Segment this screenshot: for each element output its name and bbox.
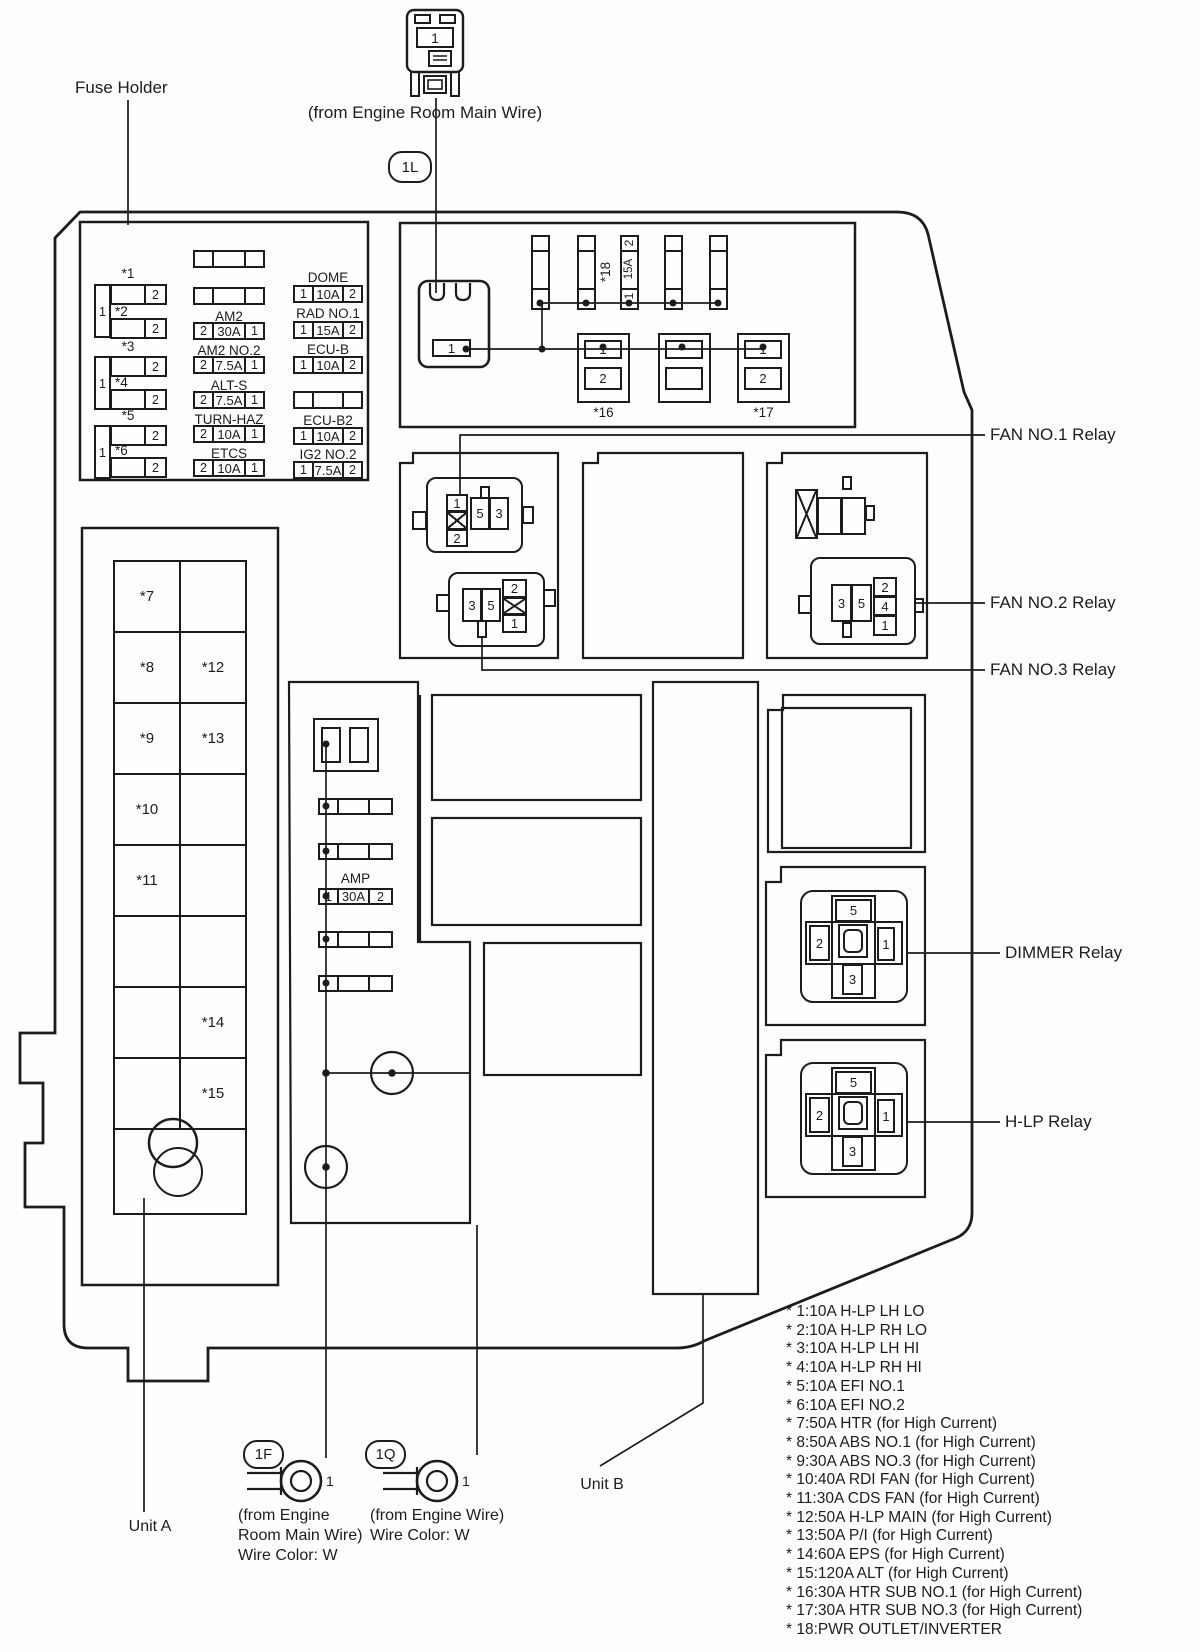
- table-row: *10: [115, 775, 245, 846]
- junction-dots: [322, 300, 766, 1171]
- fan3-pin5: 5: [481, 588, 501, 622]
- amp-fuse-blank: [318, 931, 393, 948]
- legend-item: * 15:120A ALT (for High Current): [786, 1564, 1009, 1582]
- fuse-name: ECU-B: [306, 342, 349, 357]
- center-box-3: [484, 943, 641, 1075]
- hlp-pin5: 5: [835, 1071, 872, 1094]
- legend-item: * 1:10A H-LP LH LO: [786, 1303, 925, 1320]
- fan2-upper-prong: [842, 476, 852, 490]
- legend-item: * 7:50A HTR (for High Current): [786, 1415, 998, 1433]
- center-box-2: [432, 818, 641, 925]
- fan1-pin1: 1: [446, 494, 468, 512]
- pair-slot: 2: [110, 356, 167, 377]
- fuse18-label: *18: [597, 261, 613, 283]
- amp-fuse-blank: [318, 798, 393, 815]
- strip-fuse: [664, 235, 683, 310]
- unit-b-label: Unit B: [580, 1476, 624, 1493]
- strip-fuse: [577, 235, 596, 310]
- fan1-relay-label: FAN NO.1 Relay: [990, 425, 1116, 444]
- amp-fuse-blank: [318, 843, 393, 860]
- unit-a-table: [113, 560, 247, 1215]
- pair-slot: 2: [110, 318, 167, 339]
- fan1-tab-left: [412, 511, 427, 530]
- table-row: *9 *13: [115, 704, 245, 775]
- fan2-prong: [842, 622, 852, 638]
- strip-fuse: [531, 235, 550, 310]
- block-16-label: *16: [593, 405, 614, 420]
- table-row: *7: [115, 562, 245, 633]
- fuse-ig2-no2: 1 7.5A 2: [293, 461, 363, 479]
- dimmer-pin1: 1: [877, 927, 895, 961]
- top-connector-pin: 1: [431, 30, 439, 46]
- fuse18-pin: 1: [622, 292, 636, 300]
- pair-slot: 2: [110, 457, 167, 478]
- fan-relay-box-mid: [583, 453, 743, 658]
- block-17-label: *17: [753, 405, 774, 420]
- legend-item: * 8:50A ABS NO.1 (for High Current): [786, 1433, 1036, 1451]
- pair-label: *4: [115, 375, 128, 390]
- fuse-holder-label: Fuse Holder: [75, 78, 168, 97]
- table-row: *15: [115, 1059, 245, 1130]
- strip-socket-pin-cell: 1: [432, 339, 471, 357]
- fan2-pin2: 2: [873, 577, 897, 597]
- legend-item: * 10:40A RDI FAN (for High Current): [786, 1471, 1035, 1489]
- connector-tag-1q: 1Q: [365, 1440, 406, 1469]
- dimmer-pin2: 2: [809, 925, 830, 961]
- amp-fuse-blank: [318, 975, 393, 992]
- fan2-relay-label: FAN NO.2 Relay: [990, 593, 1116, 612]
- engine-room-connector-icon: [407, 10, 463, 96]
- fuse-name: DOME: [307, 270, 349, 285]
- pair-side-cell: 1: [94, 284, 111, 338]
- fan1-tab-right: [522, 506, 534, 524]
- fuse-name: ECU-B2: [303, 413, 353, 428]
- amp-fuse-label: AMP: [340, 871, 371, 886]
- fan2-pin1: 1: [873, 615, 897, 636]
- fan2-upper-cell: [817, 497, 842, 535]
- legend-item: * 13:50A P/I (for High Current): [786, 1527, 993, 1545]
- terminal-q-caption: (from Engine Wire) Wire Color: W: [370, 1507, 505, 1544]
- fuse-blank: [293, 391, 363, 409]
- connector-tag-1l: 1L: [388, 151, 432, 183]
- fan1-pin3: 3: [489, 497, 509, 530]
- fuse-name: TURN-HAZ: [194, 412, 264, 427]
- mount-hole-icon: [153, 1147, 203, 1197]
- fuse-turn-haz: 2 10A 1: [193, 425, 265, 443]
- fan3-tab-right: [543, 589, 556, 607]
- unit-a-label: Unit A: [128, 1518, 172, 1535]
- fan2-pin4: 4: [873, 596, 897, 616]
- fan2-pin5: 5: [851, 584, 872, 622]
- fan2-upper-tab: [865, 505, 875, 521]
- pair-side-cell: 1: [94, 356, 111, 410]
- block-16-pin2: 2: [584, 367, 622, 390]
- fuse-rad-no1: 1 15A 2: [293, 321, 363, 339]
- dimmer-relay-label: DIMMER Relay: [1005, 943, 1123, 962]
- legend-item: * 2:10A H-LP RH LO: [786, 1321, 928, 1339]
- hlp-center-inner: [843, 1101, 863, 1125]
- table-row: *8 *12: [115, 633, 245, 704]
- legend-item: * 14:60A EPS (for High Current): [786, 1546, 1005, 1564]
- fan2-upper-cell: [841, 497, 866, 535]
- pair-slot: 2: [110, 425, 167, 446]
- unit-b-box: [653, 682, 758, 1294]
- fuse-legend: [786, 1303, 1082, 1640]
- dimmer-pin3: 3: [842, 964, 863, 995]
- pair-label: *1: [121, 266, 135, 281]
- dimmer-center-inner: [843, 929, 863, 953]
- pair-label: *2: [115, 304, 128, 319]
- block-mid-cell: [665, 340, 703, 359]
- hlp-relay-label: H-LP Relay: [1005, 1112, 1092, 1131]
- right-upper-inner: [782, 708, 911, 848]
- fuse18-pin: 2: [622, 239, 636, 247]
- fuse-ecu-b2: 1 10A 2: [293, 427, 363, 445]
- terminal-q-pin: 1: [462, 1473, 470, 1489]
- terminal-f-caption: (from Engine Room Main Wire) Wire Color: W: [238, 1507, 363, 1564]
- connector-tag-1f: 1F: [243, 1440, 284, 1469]
- fan2-pin3: 3: [831, 584, 852, 622]
- legend-item: * 11:30A CDS FAN (for High Current): [786, 1490, 1040, 1508]
- legend-item: * 5:10A EFI NO.1: [786, 1377, 905, 1395]
- block-17-pin1: 1: [744, 340, 782, 359]
- dimmer-pin5: 5: [835, 899, 872, 922]
- fan3-pin3: 3: [462, 588, 482, 622]
- fuse-etcs: 2 10A 1: [193, 459, 265, 477]
- pair-slot: 2: [110, 284, 167, 305]
- legend-item: * 17:30A HTR SUB NO.3 (for High Current): [786, 1602, 1083, 1620]
- fuse-name: AM2 NO.2: [197, 343, 261, 358]
- fuse-name: RAD NO.1: [296, 306, 360, 321]
- hlp-pin3: 3: [842, 1136, 863, 1167]
- pair-slot: 2: [110, 389, 167, 410]
- fuse-alt-s: 2 7.5A 1: [193, 391, 265, 409]
- fuse-dome: 1 10A 2: [293, 285, 363, 303]
- block-17-pin2: 2: [744, 367, 782, 390]
- fan1-pin5: 5: [470, 497, 490, 530]
- block-mid-cell: [665, 367, 703, 390]
- legend-item: * 16:30A HTR SUB NO.1 (for High Current): [786, 1583, 1083, 1601]
- fan3-tab-left: [436, 594, 450, 612]
- hlp-pin2: 2: [809, 1097, 830, 1133]
- fan2-tab-right: [914, 598, 924, 613]
- fuse-ecu-b: 1 10A 2: [293, 356, 363, 374]
- amp-connector-cell: [321, 727, 341, 763]
- terminal-f-pin: 1: [326, 1473, 334, 1489]
- center-box-1: [432, 695, 641, 800]
- amp-fuse: 1 30A 2: [318, 888, 393, 905]
- fan3-pin2: 2: [502, 579, 527, 598]
- table-row: *14: [115, 988, 245, 1059]
- legend-item: * 9:30A ABS NO.3 (for High Current): [786, 1452, 1036, 1470]
- pair-label: *3: [121, 339, 135, 354]
- fan1-xcell: [446, 511, 468, 530]
- table-row: [115, 917, 245, 988]
- legend-item: * 4:10A H-LP RH HI: [786, 1359, 922, 1377]
- legend-item: * 6:10A EFI NO.2: [786, 1396, 905, 1414]
- table-row-circle: [115, 1130, 245, 1213]
- fuse-name: ETCS: [210, 446, 247, 461]
- fuse-name: ALT-S: [210, 378, 248, 393]
- fan3-relay-label: FAN NO.3 Relay: [990, 660, 1116, 679]
- block-16-pin1: 1: [584, 340, 622, 359]
- fuse-am2-no2: 2 7.5A 1: [193, 356, 265, 374]
- fuse-blank: [193, 250, 265, 268]
- strip-fuse: [709, 235, 728, 310]
- legend-item: * 18:PWR OUTLET/INVERTER: [786, 1620, 1002, 1638]
- fan1-pin2: 2: [446, 529, 468, 547]
- fan2-tab-left: [798, 595, 812, 614]
- fan3-prong: [477, 620, 487, 638]
- fuse18-rating: 15A: [623, 258, 635, 280]
- from-engine-room-label: (from Engine Room Main Wire): [307, 103, 543, 122]
- hlp-pin1: 1: [877, 1099, 895, 1133]
- legend-item: * 3:10A H-LP LH HI: [786, 1340, 920, 1358]
- right-upper-container: [768, 695, 925, 852]
- legend-item: * 12:50A H-LP MAIN (for High Current): [786, 1508, 1052, 1526]
- fuse-name: IG2 NO.2: [299, 447, 357, 462]
- pair-label: *5: [121, 408, 135, 423]
- fuse-blank: [193, 287, 265, 305]
- fuse-am2: 2 30A 1: [193, 322, 265, 340]
- fan2-upper-xcell: [795, 489, 818, 539]
- pair-side-cell: 1: [94, 425, 111, 479]
- fan3-pin1: 1: [502, 614, 527, 633]
- fan3-xcell: [502, 597, 527, 615]
- pair-label: *6: [115, 443, 128, 458]
- table-row: *11: [115, 846, 245, 917]
- fuse-name: AM2: [215, 309, 243, 324]
- amp-connector-cell: [349, 727, 369, 763]
